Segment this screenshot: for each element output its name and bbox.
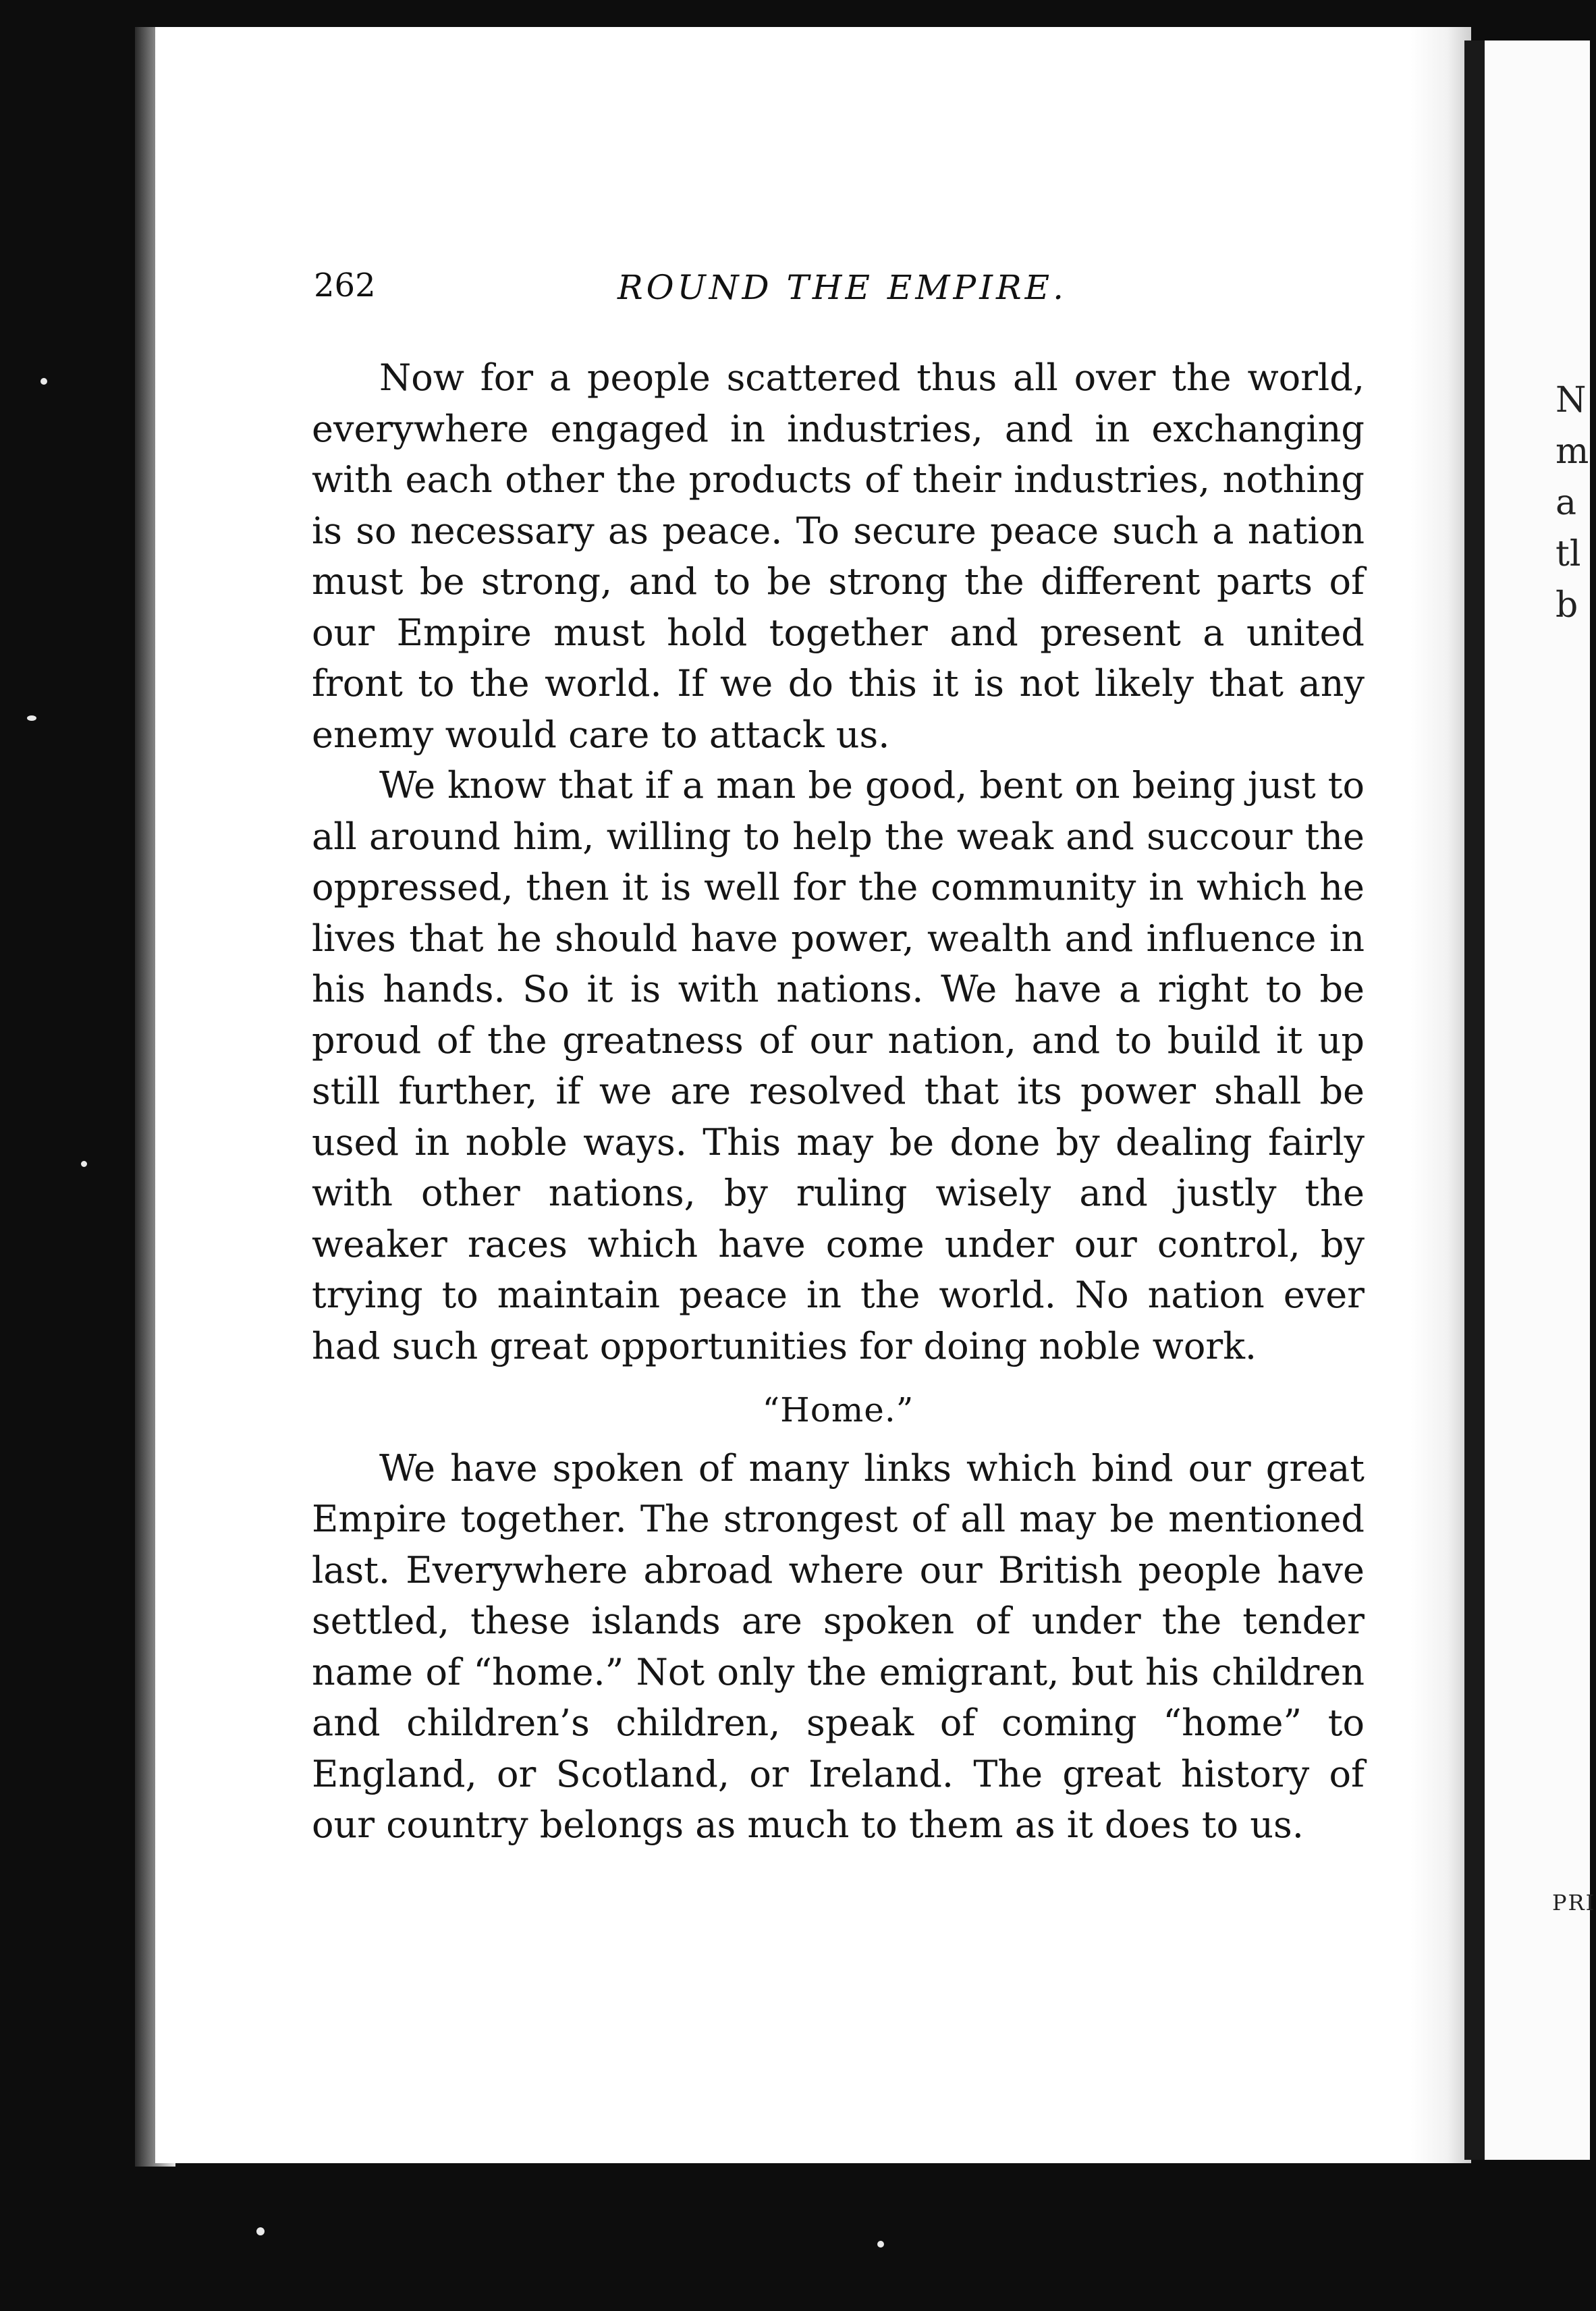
book-spine bbox=[1464, 40, 1485, 2160]
dust-speck bbox=[40, 378, 47, 385]
facing-line: b bbox=[1556, 585, 1578, 626]
dust-speck bbox=[27, 715, 36, 721]
paragraph: We know that if a man be good, bent on being just to all around him, willing to help the weak and succour the oppressed, then it is well for the community in which he lives that he should have power, wealth and influence in his hands. So it is with nations. We have a right to be proud of the greatness of our nation, and to build it up still further, if we are resolved that its power shall be used in noble ways. This may be done by dealing fairly with other nations, by ruling wisely and justly the weaker races which have come under our control, by trying to maintain peace in the world. No nation ever had such great opportunities for doing noble work. bbox=[312, 764, 1365, 1367]
paragraph: Now for a people scattered thus all over the world, everywhere engaged in industries, and in exchanging with each other the products of their industries, nothing is so necessary as peace. To secure peace such a nation must be strong, and to be strong the different parts of our Empire must hold together and present a united front to the world. If we do this it is not likely that any enemy would care to attack us. bbox=[312, 356, 1365, 756]
left-page-edge bbox=[1410, 27, 1471, 2163]
running-head bbox=[314, 267, 1367, 314]
dust-speck bbox=[81, 1161, 87, 1167]
facing-page-footer: PRI bbox=[1552, 1890, 1596, 1915]
facing-line: tl bbox=[1556, 534, 1581, 574]
page-body bbox=[312, 352, 1365, 1851]
facing-line: m bbox=[1556, 431, 1589, 472]
right-page bbox=[1485, 40, 1596, 2160]
facing-line: a bbox=[1556, 483, 1577, 523]
running-title: ROUND THE EMPIRE. bbox=[617, 268, 1067, 307]
page-number: 262 bbox=[314, 267, 376, 304]
section-heading: “Home.” bbox=[762, 1390, 914, 1430]
dust-speck bbox=[256, 2227, 265, 2235]
facing-line: N bbox=[1556, 380, 1587, 420]
paragraph: We have spoken of many links which bind our great Empire together. The strongest of all may be mentioned last. Everywhere abroad where our British people have settled, these islands are spoken of under the tender name of “home.” Not only the emigrant, but his children and children’s children, speak of coming “home” to England, or Scotland, or Ireland. The great history of our country belongs as much to them as it does to us. bbox=[312, 1446, 1365, 1846]
facing-page-text bbox=[1556, 375, 1596, 631]
dust-speck bbox=[877, 2241, 884, 2248]
